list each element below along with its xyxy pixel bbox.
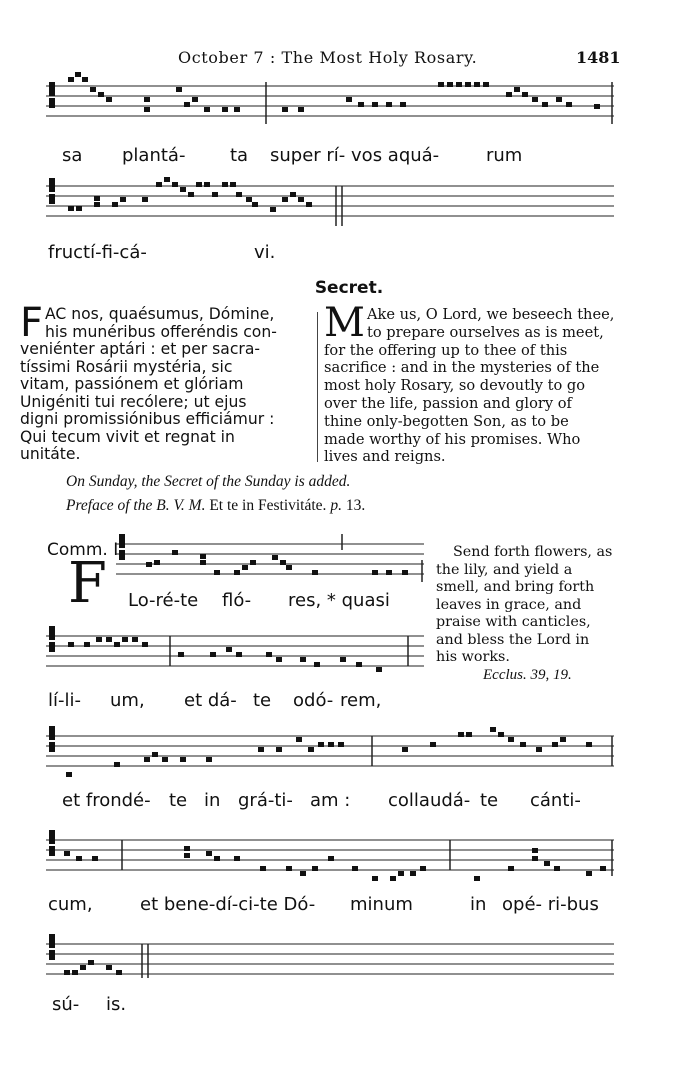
translation-line: the lily, and yield a: [436, 561, 573, 578]
secret-latin: [20, 300, 310, 464]
latin-line: Qui tecum vivit et regnat in: [20, 427, 235, 446]
english-line: to prepare ourselves as is meet,: [366, 323, 604, 341]
translation-line: leaves in grace, and: [436, 596, 582, 613]
staff-svg: [46, 622, 426, 682]
lyric-syllable: in: [204, 790, 221, 811]
lyric-syllable: is.: [106, 994, 127, 1015]
preface-p: p.: [330, 497, 342, 514]
lyric-syllable: ta: [230, 145, 249, 166]
translation-line: his works.: [436, 649, 510, 665]
running-header: [0, 48, 698, 70]
staff-svg: [116, 530, 426, 590]
lyric-syllable: te: [480, 790, 499, 811]
staff-svg: [46, 826, 616, 888]
preface-italic: Preface of the B. V. M.: [66, 497, 206, 514]
lyric-syllable: sú-: [52, 994, 80, 1015]
lyric-syllable: grá-ti-: [238, 790, 293, 811]
english-line: most holy Rosary, so devoutly to go: [324, 377, 586, 395]
lyric-syllable: et frondé-: [62, 790, 151, 811]
lyric-syllable: cum,: [48, 894, 93, 915]
lyric-syllable: minum: [350, 894, 413, 915]
english-line: for the offering up to thee of this: [324, 341, 568, 359]
latin-line: AC nos, quaésumus, Dómine,: [45, 305, 275, 323]
translation-line: smell, and bring forth: [436, 579, 595, 595]
lyric-syllable: collaudá-: [388, 790, 471, 811]
secret-english: [324, 300, 615, 466]
scripture-reference: Ecclus. 39, 19.: [483, 667, 572, 683]
lyric-syllable: odó-: [293, 690, 334, 711]
english-line: sacrifice : and in the mysteries of the: [324, 359, 600, 377]
translation-line: Send forth flowers, as: [453, 544, 613, 560]
translation-line: praise with canticles,: [436, 614, 591, 630]
lyric-syllable: te: [253, 690, 272, 711]
translation-line: and bless the Lord in: [436, 631, 590, 648]
lyric-syllable: et bene-dí-ci-te Dó-: [140, 894, 316, 915]
chant-staff: [116, 530, 426, 590]
english-line: Ake us, O Lord, we beseech thee,: [366, 306, 615, 323]
column-divider: [317, 312, 318, 462]
lyric-syllable: um,: [110, 690, 145, 711]
lyric-syllable: fructí-fi-cá-: [48, 242, 147, 263]
lyric-syllable: te: [169, 790, 188, 811]
staff-svg: [46, 72, 616, 132]
lyric-syllable: rum: [486, 145, 523, 166]
lyric-syllable: super rí- vos aquá-: [270, 145, 440, 166]
chant-staff: [46, 722, 616, 782]
lyric-syllable: lí-li-: [48, 690, 81, 711]
latin-line: Unigéniti tui recólere; ut ejus: [20, 392, 247, 411]
lyric-syllable: opé- ri-bus: [502, 894, 599, 915]
latin-line: tíssimi Rosárii mystéria, sic: [20, 357, 233, 376]
chant-staff: [46, 72, 616, 132]
english-line: lives and reigns.: [324, 448, 446, 466]
rubric-sunday: On Sunday, the Secret of the Sunday is added.: [66, 473, 351, 490]
lyric-syllable: sa: [62, 145, 83, 166]
page-number: 1481: [576, 48, 621, 67]
english-line: over the life, passion and glory of: [324, 394, 572, 412]
lyric-syllable: vi.: [254, 242, 276, 263]
communion-initial: F: [68, 551, 107, 616]
staff-svg: [46, 722, 616, 782]
preface-rest: Et te in Festivitáte.: [205, 497, 331, 514]
staff-svg: [46, 172, 616, 232]
secret-heading: Secret.: [314, 278, 384, 298]
lyric-syllable: fló-: [222, 590, 252, 611]
running-title: October 7 : The Most Holy Rosary.: [178, 48, 478, 67]
lyric-syllable: res, * quasi: [288, 590, 390, 611]
lyric-syllable: plantá-: [122, 145, 186, 166]
comm-mode: I: [113, 540, 119, 560]
english-line: thine only-begotten Son, as to be: [324, 412, 569, 430]
chant-staff: [46, 826, 616, 888]
lyric-syllable: rem,: [340, 690, 382, 711]
communion-translation: [436, 544, 612, 667]
comm-label: Comm.: [47, 540, 108, 560]
lyric-syllable: am :: [310, 790, 351, 811]
latin-line: digni promissiónibus efficiámur :: [20, 410, 275, 428]
lyric-syllable: Lo-ré-te: [128, 590, 199, 611]
rubric-preface: [66, 497, 365, 515]
dropcap-english: M: [324, 300, 365, 346]
chant-staff: [46, 172, 616, 232]
latin-line: veniénter aptári : et per sacra-: [20, 340, 260, 358]
dropcap-latin: F: [20, 300, 44, 346]
staff-svg: [46, 930, 616, 990]
lyric-syllable: cánti-: [530, 790, 581, 811]
preface-num: 13.: [341, 497, 366, 514]
latin-line: his munéribus offeréndis con-: [45, 322, 277, 341]
chant-staff: [46, 622, 426, 682]
chant-staff: [46, 930, 616, 990]
latin-line: unitáte.: [20, 445, 81, 463]
english-line: made worthy of his promises. Who: [324, 430, 581, 448]
lyric-syllable: et dá-: [184, 690, 237, 711]
lyric-syllable: in: [470, 894, 487, 915]
latin-line: vitam, passiónem et glóriam: [20, 375, 244, 393]
